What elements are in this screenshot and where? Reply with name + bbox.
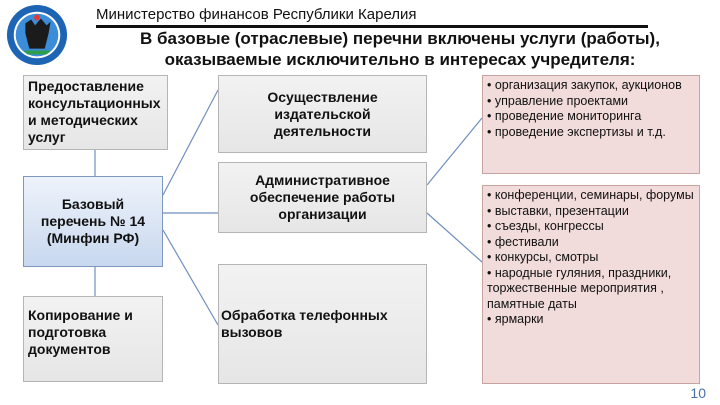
phone-calls-box (218, 264, 427, 384)
list-item: • организация закупок, аукционов (487, 78, 682, 92)
copying-documents-label: Копирование и подготовка документов (28, 307, 133, 357)
base-list-box (23, 176, 163, 267)
list-item: • народные гуляния, праздники, торжественные мероприятия , памятные даты (487, 265, 672, 311)
list-item: • съезды, конгрессы (487, 219, 604, 233)
admin-support-label: Административное обеспечение работы организации (249, 172, 396, 222)
list-item: • выставки, презентации (487, 203, 629, 218)
list-item: • проведение экспертизы и т.д. (487, 124, 666, 139)
list-item: • фестивали (487, 234, 559, 249)
list-item: • конференции, семинары, форумы (487, 188, 694, 202)
list-item: • ярмарки (487, 312, 544, 326)
page-title-line-1: В базовые (отраслевые) перечни включены услуги (работы), (140, 29, 660, 48)
list-item: • проведение мониторинга (487, 109, 642, 123)
list-item: • управление проектами (487, 93, 629, 108)
admin-support-box (218, 162, 427, 233)
base-list-label: Базовый перечень № 14 (Минфин РФ) (40, 196, 146, 246)
list-item: • конкурсы, смотры (487, 250, 599, 264)
top-services-list (482, 75, 700, 174)
bottom-services-list (482, 185, 700, 384)
consulting-services-label: Предоставление консультационных и методических услуг (28, 78, 161, 145)
connector-to-publishing (163, 90, 218, 195)
connector-to-calls (163, 230, 218, 325)
page-title-line-2: оказываемые исключительно в интересах учредителя: (164, 50, 636, 69)
page-number: 10 (690, 385, 706, 401)
connector-to-top-list (427, 118, 482, 185)
publishing-activity-label: Осуществление издательской деятельности (267, 88, 378, 139)
ministry-name: Министерство финансов Республики Карелия (96, 6, 417, 23)
phone-calls-label: Обработка телефонных вызовов (221, 307, 388, 340)
consulting-services-box (23, 75, 168, 150)
connector-to-bottom-list (427, 213, 482, 262)
republic-emblem-logo (6, 4, 68, 66)
copying-documents-box (23, 296, 163, 382)
publishing-activity-box (218, 75, 427, 153)
page-title (100, 28, 700, 70)
